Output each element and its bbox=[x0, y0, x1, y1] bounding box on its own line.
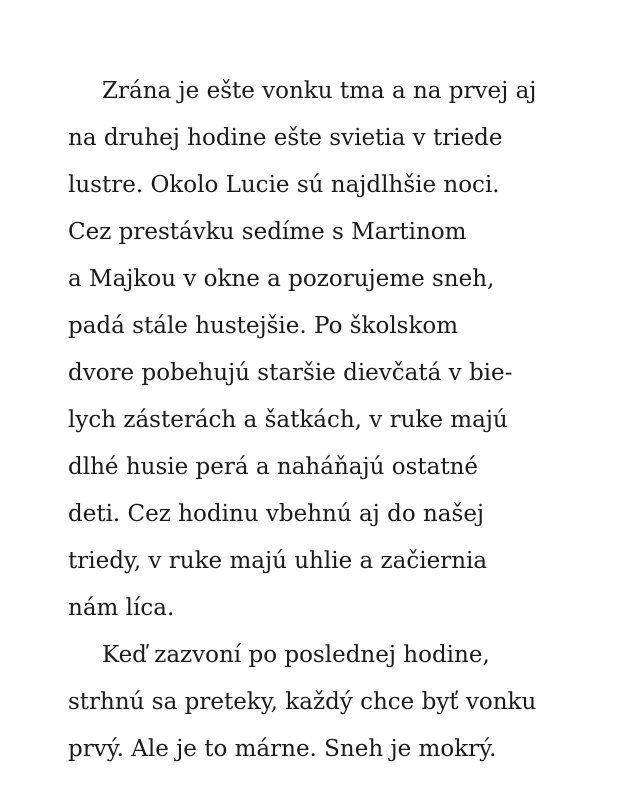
paragraph-2 bbox=[68, 632, 598, 773]
text-line: lustre. Okolo Lucie sú najdlhšie noci. bbox=[68, 172, 500, 198]
text-line: Cez prestávku sedíme s Martinom bbox=[68, 219, 467, 245]
text-line: prvý. Ale je to márne. Sneh je mokrý. bbox=[68, 736, 497, 762]
text-line: lych zásterách a šatkách, v ruke majú bbox=[68, 407, 508, 433]
text-line: triedy, v ruke majú uhlie a začiernia bbox=[68, 548, 488, 574]
text-line: padá stále hustejšie. Po školskom bbox=[68, 313, 459, 339]
text-line: deti. Cez hodinu vbehnú aj do našej bbox=[68, 501, 485, 527]
text-line: Zrána je ešte vonku tma a na prvej aj bbox=[102, 78, 537, 104]
text-line: nám líca. bbox=[68, 595, 175, 621]
paragraph-1 bbox=[68, 68, 598, 632]
text-line: na druhej hodine ešte svietia v triede bbox=[68, 125, 503, 151]
body-text bbox=[68, 68, 598, 773]
text-line: Keď zazvoní po poslednej hodine, bbox=[102, 642, 490, 668]
text-line: a Majkou v okne a pozorujeme sneh, bbox=[68, 266, 495, 292]
text-line: dvore pobehujú staršie dievčatá v bie- bbox=[68, 360, 513, 386]
text-line: dlhé husie perá a naháňajú ostatné bbox=[68, 454, 479, 480]
text-line: strhnú sa preteky, každý chce byť vonku bbox=[68, 689, 537, 715]
